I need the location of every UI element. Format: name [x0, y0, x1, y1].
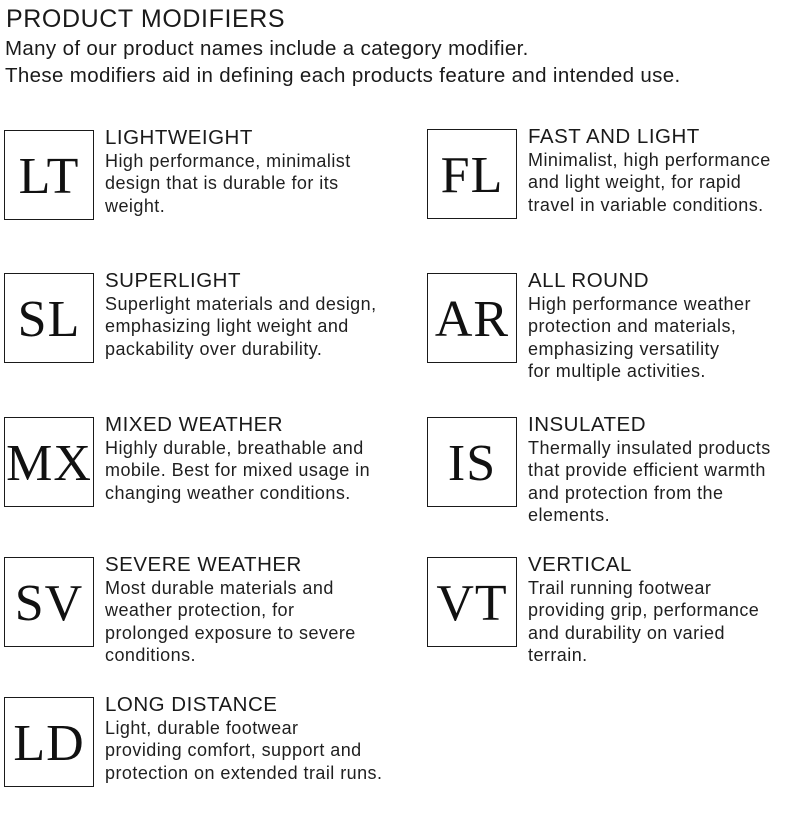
modifier-description — [528, 577, 759, 666]
modifier-code: SL — [17, 291, 81, 348]
modifier-code: VT — [436, 575, 508, 632]
modifier-description — [105, 293, 377, 360]
description-line: for multiple activities. — [528, 360, 706, 381]
modifier-code: AR — [434, 291, 510, 348]
modifier-description — [105, 437, 370, 504]
description-line: providing comfort, support and — [105, 740, 362, 761]
modifier-name: SEVERE WEATHER — [105, 553, 302, 576]
modifier-code-box — [4, 130, 94, 220]
description-line: protection on extended trail runs. — [105, 762, 383, 783]
modifier-name: LIGHTWEIGHT — [105, 126, 253, 149]
modifier-description — [528, 437, 771, 526]
modifier-code-box — [427, 417, 517, 507]
description-line: that provide efficient warmth — [528, 460, 766, 481]
description-line: Light, durable footwear — [105, 718, 299, 738]
description-line: design that is durable for its — [105, 173, 339, 194]
description-line: conditions. — [105, 644, 197, 665]
description-line: High performance weather — [528, 294, 751, 314]
modifier-description — [105, 717, 382, 784]
modifier-lightweight — [4, 126, 384, 250]
description-line: Thermally insulated products — [528, 438, 771, 458]
modifier-all-round — [427, 269, 800, 393]
modifier-code: IS — [447, 435, 497, 492]
intro-line-2: These modifiers aid in defining each products feature and intended use. — [5, 64, 681, 87]
description-line: weight. — [105, 195, 166, 216]
modifier-name: INSULATED — [528, 413, 647, 436]
modifier-code: LT — [18, 148, 80, 205]
description-line: prolonged exposure to severe — [105, 622, 356, 643]
description-line: mobile. Best for mixed usage in — [105, 460, 371, 481]
modifier-fast-and-light — [427, 125, 800, 249]
intro-line-1: Many of our product names include a category modifier. — [5, 37, 529, 60]
modifier-code: SV — [14, 575, 84, 632]
modifier-superlight — [4, 269, 384, 393]
modifier-code-box — [4, 697, 94, 787]
description-line: and protection from the — [528, 482, 724, 503]
modifier-severe-weather — [4, 553, 384, 677]
page-title: PRODUCT MODIFIERS — [6, 5, 286, 33]
modifier-name: SUPERLIGHT — [105, 269, 241, 292]
description-line: and durability on varied — [528, 622, 725, 643]
description-line: packability over durability. — [105, 338, 323, 359]
modifier-name: MIXED WEATHER — [105, 413, 284, 436]
description-line: protection and materials, — [528, 316, 737, 337]
modifier-name: VERTICAL — [528, 553, 632, 576]
modifier-code: FL — [440, 147, 504, 204]
description-line: weather protection, for — [105, 600, 295, 621]
modifier-name: FAST AND LIGHT — [528, 125, 700, 148]
modifier-code: MX — [6, 435, 92, 492]
modifier-code-box — [427, 273, 517, 363]
modifier-code-box — [427, 557, 517, 647]
modifier-code: LD — [13, 715, 85, 772]
modifier-description — [105, 150, 351, 217]
description-line: providing grip, performance — [528, 600, 760, 621]
description-line: and light weight, for rapid — [528, 172, 742, 193]
modifier-vertical — [427, 553, 800, 677]
description-line: elements. — [528, 504, 611, 525]
modifier-insulated — [427, 413, 800, 537]
description-line: terrain. — [528, 644, 588, 665]
description-line: travel in variable conditions. — [528, 194, 764, 215]
description-line: High performance, minimalist — [105, 151, 351, 171]
modifier-code-box — [4, 273, 94, 363]
modifier-code-box — [427, 129, 517, 219]
description-line: Highly durable, breathable and — [105, 438, 364, 458]
description-line: emphasizing versatility — [528, 338, 720, 359]
modifier-name: LONG DISTANCE — [105, 693, 278, 716]
description-line: Superlight materials and design, — [105, 294, 377, 314]
modifier-mixed-weather — [4, 413, 384, 537]
description-line: Most durable materials and — [105, 578, 334, 598]
modifier-code-box — [4, 557, 94, 647]
modifier-description — [105, 577, 356, 666]
description-line: emphasizing light weight and — [105, 316, 349, 337]
description-line: Minimalist, high performance — [528, 150, 771, 170]
description-line: Trail running footwear — [528, 578, 712, 598]
modifier-description — [528, 149, 771, 216]
modifier-code-box — [4, 417, 94, 507]
description-line: changing weather conditions. — [105, 482, 351, 503]
modifier-long-distance — [4, 693, 384, 817]
modifier-description — [528, 293, 751, 382]
modifier-name: ALL ROUND — [528, 269, 650, 292]
